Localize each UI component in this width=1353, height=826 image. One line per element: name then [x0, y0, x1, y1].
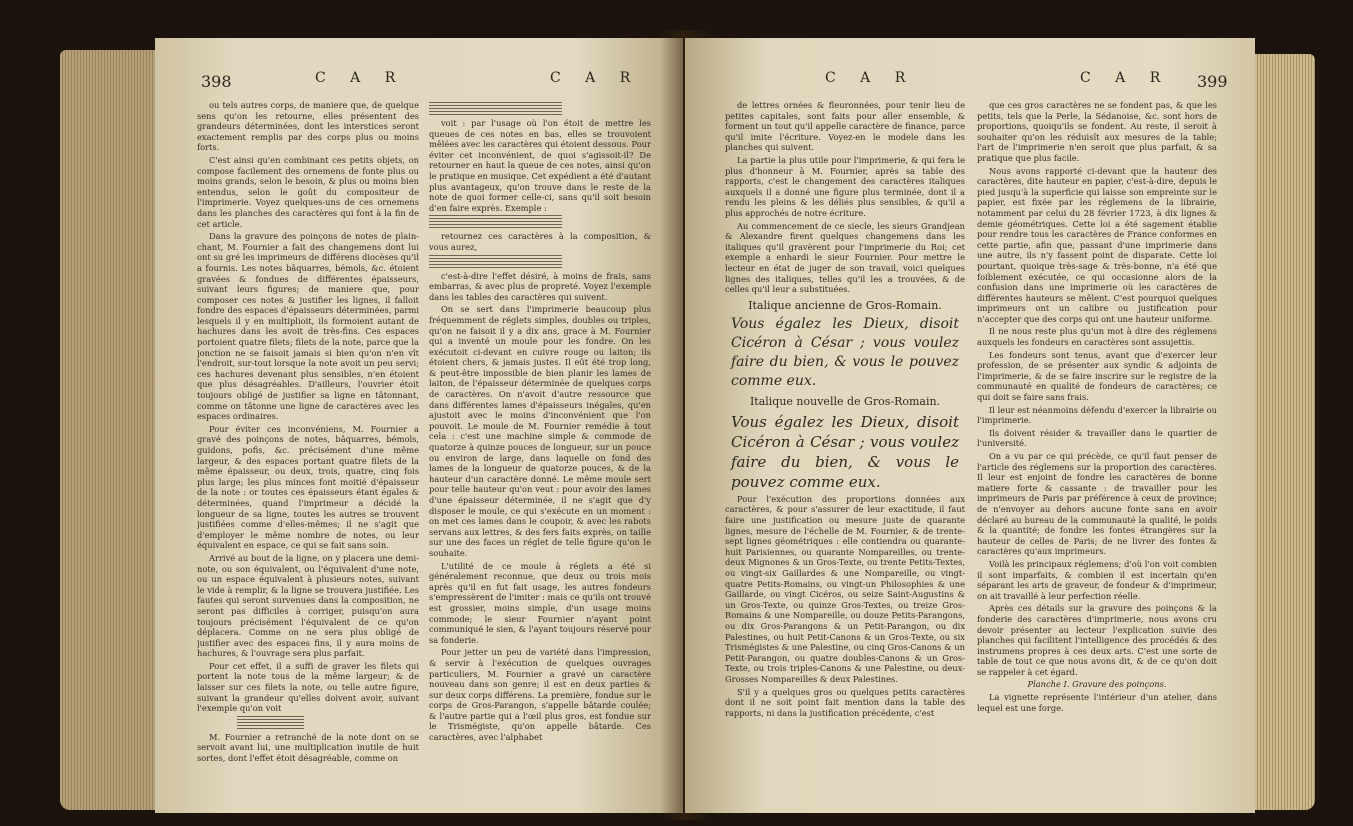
paragraph: On se sert dans l'imprimerie beaucoup plus fréquemment de réglets simples, doubles ou triples, qu'on ne faisoit il y a dix ans, grace à M. Fournier qui a inventé un moule pour les fondre. On les exécutoit ci-devant en cuivre rouge ou laiton; ils étoient chers, & jamais justes. Il eût été trop long, & peut-être impossible de bien planir les lames de laiton, de l'épaisseur déterminée de quelques corps de caractères. On n'avoit d'autre ressource que dans différentes lames d'épaisseurs inégales, qu'en ajustoit avec le moins d'inconvénient que l'on pouvoit. Le moule de M. Fournier remédie à tout cela : c'est une machine simple & commode de quatorze à quinze pouces de longueur, sur un pouce ou environ de large, dans laquelle on fond des lames de la longueur de quatorze pouces, & de la hauteur d'un caractère donné. Le même moule sert pour telle hauteur qu'on veut : pour avoir des lames d'une épaisseur déterminée, il ne s'agit que d'y disposer le moule, ce qui s'exécute en un moment : on met ces lames dans le coupoir, & avec les rabots servans aux lettres, & des fers faits exprès, on taille sur une des faces un réglet de telle figure qu'on le souhaite. [429, 304, 651, 558]
right-running-head-b: C A R [1080, 70, 1171, 86]
new-italic-title: Italique nouvelle de Gros-Romain. [749, 395, 941, 409]
right-running-head-a: C A R [825, 70, 916, 86]
paragraph: Pour l'exécution des proportions données aux caractères, & pour s'assurer de leur exactitude, il faut faire une justification ou mesure juste de quarante lignes, mesure de l'échelle de M. Fournier, & de trente-sept lignes géométriques : elle contiendra ou quarante-huit Parisiennes, ou quarante Nompareilles, ou trente-deux Mignones & un Gros-Texte, ou trente Petits-Textes, ou vingt-six Gaillardes & une Nompareille, ou vingt-quatre Petits-Romains, ou vingt-un Philosophies & une Gaillarde, ou vingt Cicéros, ou seize Saint-Augustins & un Gros-Texte, ou quinze Gros-Textes, ou treize Gros-Romains & une Nompareille, ou douze Petits-Parangons, ou dix Gros-Parangons & un Petit-Parangon, ou dix Palestines, ou huit Petit-Canons & un Gros-Texte, ou six Trismégistes & une Palestine, ou cinq Gros-Canons & un Petit-Parangon, ou quatre doubles-Canons & un Gros-Texte, ou trois triples-Canons & une Palestine, ou deux-Grosses Nompareilles & deux Palestines. [725, 493, 965, 684]
paragraph: C'est ainsi qu'en combinant ces petits objets, on compose facilement des ornemens de fonte plus ou moins grands, selon le besoin, & plus ou moins bien entendus, selon le goût du compositeur de l'imprimerie. Voyez quelques-uns de ces ornemens dans les planches des caractères qui font à la fin de cet article. [197, 154, 419, 229]
paragraph: Pour éviter ces inconvéniens, M. Fournier a gravé des poinçons de notes, bâquarres, bémols, guidons, pofis, &c. précisément d'une même largeur, & des espaces portant quatre filets de la même épaisseur, ou deux, trois, quatre, cinq fois plus large; les plus minces font moitié d'épaisseur de la note : or toutes ces épaisseurs étant égales & déterminées, quand l'imprimeur a décidé la longueur de sa ligne, toutes les autres se trouvent justifiées comme d'elles-mêmes; il ne s'agit que d'employer le même nombre de notes, ou leur équivalent en espace, ce qui se fait sans soin. [197, 423, 419, 551]
old-italic-sample: Vous égalez les Dieux, disoit Cicéron à César ; vous voulez faire du bien, & vous le pouvez comme eux. [731, 316, 959, 390]
left-running-head-a: C A R [315, 70, 406, 86]
right-column-2 [977, 100, 1217, 800]
paragraph: Pour jetter un peu de variété dans l'impression, & servir à l'exécution de quelques ouvrages particuliers, M. Fournier a gravé un caractère nouveau dans son genre; il est en deux parties & sur deux corps différens. La première, fondue sur le corps de Gros-Parangon, s'appelle bâtarde coulée; & l'autre partie qui a l'œil plus gros, est fondue sur le Trismégiste, qu'on appelle bâtarde. Ces caractères, avec l'alphabet [429, 647, 651, 743]
paragraph: Dans la gravure des poinçons de notes de plain-chant, M. Fournier a fait des changemens dont lui ont su gré les imprimeurs de différens diocèses qu'il a fournis. Les notes bâquarres, bémols, &c. étoient gravées & fondues de différentes épaisseurs, suivant leurs figures; de maniere que, pour composer ces notes & justifier les lignes, il falloit fondre des espaces d'épaisseurs déterminées, parmi lesquels il y en multiplioit, ils formoient autant de hachures dans les avoit de très-fins. Ces espaces portoient quatre filets; filets de la note, parce que la jonction ne se faisoit jamais si bien qu'on n'en vît l'endroit, sur-tout lorsque la note avoit un peu servi; ces hachures devenant plus sensibles, n'en étoient que plus désagréables. D'ailleurs, l'ouvrier étoit toujours obligé de justifier sa ligne en tâtonnant, comme on tâtonne une ligne de caractères avec les espaces ordinaires. [197, 231, 419, 422]
paragraph: Au commencement de ce siecle, les sieurs Grandjean & Alexandre firent quelques changemens dans les italiques qu'il gravèrent pour l'imprimerie du Roi; cet exemple a enhardi le sieur Fournier. Pour mettre le lecteur en état de juger de son travail, voici quelques lignes des italiques, telles qu'il les a trouvées, & de celles qu'il leur a substituées. [725, 220, 965, 295]
note-example-figure [237, 716, 304, 729]
music-staff-figure [429, 102, 562, 115]
paragraph: Arrivé au bout de la ligne, on y placera une demi-note, ou son équivalent, ou l'équivalent d'une note, ou un espace équivalent à plusieurs notes, suivant le vide à remplir, & la ligne se trouvera justifiée. Les fautes qui seront survenues dans la composition, ne seront pas difficiles à corriger, puisqu'on aura toujours précisément l'équivalent de ce qu'on déplacera. Comme on ne sera plus obligé de justifier avec des espaces fins, il y aura moins de hachures, & l'ouvrage sera plus parfait. [197, 552, 419, 659]
paragraph: ou tels autres corps, de maniere que, de quelque sens qu'on les retourne, elles présentent des grandeurs déterminées, dont les interstices seront exactement remplis par des corps plus ou moins forts. [197, 100, 419, 153]
paragraph: de lettres ornées & fleuronnées, pour tenir lieu de petites capitales, sont faits pour aller ensemble, & forment un tout qu'il appelle caractère de finance, parce qu'il imite l'écriture. Voyez-en le modele dans les planches qui suivent. [725, 100, 965, 153]
right-page [685, 38, 1255, 813]
paragraph: que ces gros caractères ne se fondent pas, & que les petits, tels que la Perle, la Sédanoise, &c. sont hors de proportions, quoiqu'ils se fondent. Au reste, il seroit à souhaiter qu'on les réduisît aux mesures de la table; l'art de l'imprimerie n'en seroit que plus parfait, & sa pratique que plus facile. [977, 100, 1217, 163]
paragraph: La vignette représente l'intérieur d'un atelier, dans lequel est une forge. [977, 692, 1217, 713]
paragraph: On a vu par ce qui précède, ce qu'il faut penser de l'article des réglemens sur la proportion des caractères. Il leur est enjoint de fondre les caractères de bonne matiere forte & cassante : de travailler pour les imprimeurs de Paris par préférence à ceux de province; de n'envoyer au dehors aucune fonte sans en avoir déclaré au bureau de la communauté la qualité, le poids & la quantité; de fondre les fontes étrangères sur la hauteur de celles de Paris; de ne livrer des fontes & caractères qu'aux imprimeurs. [977, 451, 1217, 557]
left-column-1 [197, 100, 419, 800]
paragraph: Pour cet effet, il a suffi de graver les filets qui portent la note tous de la même largeur; & de laisser sur ces filets la note, ou telle autre figure, suivant la grandeur qu'elles doivent avoir, suivant l'exemple qu'on voit [197, 660, 419, 714]
paragraph: Voilà les principaux réglemens; d'où l'on voit combien il sont imparfaits, & combien il est incertain qu'en séparant les arts de graveur, de fondeur & d'imprimeur, on ait travaillé à leur perfection réelle. [977, 558, 1217, 601]
paragraph: Il leur est néanmoins défendu d'exercer la librairie ou l'imprimerie. [977, 404, 1217, 426]
paragraph: retournez ces caractères à la composition, & vous aurez, [429, 231, 651, 252]
left-page [155, 38, 683, 813]
paragraph: c'est-à-dire l'effet désiré, à moins de frais, sans embarras, & avec plus de propreté. Voyez l'exemple dans les tables des caractères qui suivent. [429, 270, 651, 302]
left-running-head-b: C A R [550, 70, 641, 86]
paragraph: M. Fournier a retranché de la note dont on se servoit avant lui, une multiplication inutile de huit sortes, dont l'effet étoit désagréable, comme on [197, 731, 419, 764]
paragraph: Après ces détails sur la gravure des poinçons & la fonderie des caractères d'imprimerie, nous avons cru devoir présenter au lecteur l'explication suivie des planches qui facilitent l'intelligence des procédés & des instrumens propres à ces deux arts. C'est une sorte de table de tout ce que nous avons dit, & de ce qu'on doit se rappeler à cet égard. [977, 603, 1217, 677]
right-page-edges [1245, 54, 1315, 810]
right-column-1 [725, 100, 965, 800]
paragraph: L'utilité de ce moule à réglets a été si généralement reconnue, que deux ou trois mois après qu'il en fut fait usage, les autres fondeurs s'empressèrent de l'imiter : mais ce qu'ils ont trouvé est grossier, moins simple, d'un usage moins commode; le sieur Fournier n'ayant point communiqué le sien, & l'ayant toujours réservé pour sa fonderie. [429, 560, 651, 645]
music-staff-figure [429, 215, 562, 228]
paragraph: Nous avons rapporté ci-devant que la hauteur des caractères, dite hauteur en papier, c'est-à-dire, depuis le pied jusqu'à la superficie qui laisse son empreinte sur le papier, est fixée par les réglemens de la librairie, notamment par celui du 28 février 1723, à dix lignes & demie géométriques. Cette loi a été sagement établie pour rendre tous les caractères de France conformes en cette partie, afin que, passant d'une imprimerie dans une autre, ils n'y fassent point de disparate. Cette loi pourtant, quoique très-sage & très-bonne, n'a été que foiblement exécutée, ce qui occasionne alors de la confusion dans une imprimerie où les caractères de différentes hauteurs se mêlent. C'est pourquoi quelques imprimeurs ont un calibre ou justification pour n'accepter que des corps qui ont une hauteur uniforme. [977, 165, 1217, 324]
paragraph: voit : par l'usage où l'on étoit de mettre les queues de ces notes en bas, elles se trouvoient mêlées avec les caractères qui étoient dessous. Pour éviter cet inconvénient, de quoi s'agissoit-il? De retourner en haut la queue de ces notes, ainsi qu'on le pratique en musique. Cet expédient a été d'autant plus avantageux, qu'on trouve dans le reste de la note de quoi former celle-ci, sans qu'il soit besoin d'en faire exprès. Exemple : [429, 118, 651, 213]
paragraph: S'il y a quelques gros ou quelques petits caractères dont il ne soit point fait mention dans la table des rapports, ni dans la justification précédente, c'est [725, 686, 965, 718]
left-column-2 [429, 100, 651, 800]
paragraph: Il ne nous reste plus qu'un mot à dire des réglemens auxquels les fondeurs en caractères sont assujettis. [977, 326, 1217, 348]
left-page-number: 398 [201, 72, 232, 91]
music-staff-figure [429, 255, 562, 268]
paragraph: La partie la plus utile pour l'imprimerie, & qui fera le plus d'honneur à M. Fournier, après sa table des rapports, c'est le changement des caractères italiques auxquels il a donné une figure plus terminée, dont il a rendu les pleins & les déliés plus sensibles, & qu'il a plus approchés de notre écriture. [725, 154, 965, 218]
old-italic-title: Italique ancienne de Gros-Romain. [748, 298, 942, 312]
paragraph: Les fondeurs sont tenus, avant que d'exercer leur profession, de se présenter aux syndic & adjoints de l'imprimerie, & de se faire inscrire sur le registre de la communauté en qualité de fondeurs de caractères; ce qui doit se faire sans frais. [977, 349, 1217, 403]
plate-heading: Planche I. Gravure des poinçons. [1027, 679, 1167, 690]
right-page-number: 399 [1197, 72, 1228, 91]
paragraph: Ils doivent résider & travailler dans le quartier de l'université. [977, 427, 1217, 449]
open-book [60, 30, 1315, 820]
new-italic-sample: Vous égalez les Dieux, disoit Cicéron à César ; vous voulez faire du bien, & vous le pouvez comme eux. [731, 412, 959, 491]
